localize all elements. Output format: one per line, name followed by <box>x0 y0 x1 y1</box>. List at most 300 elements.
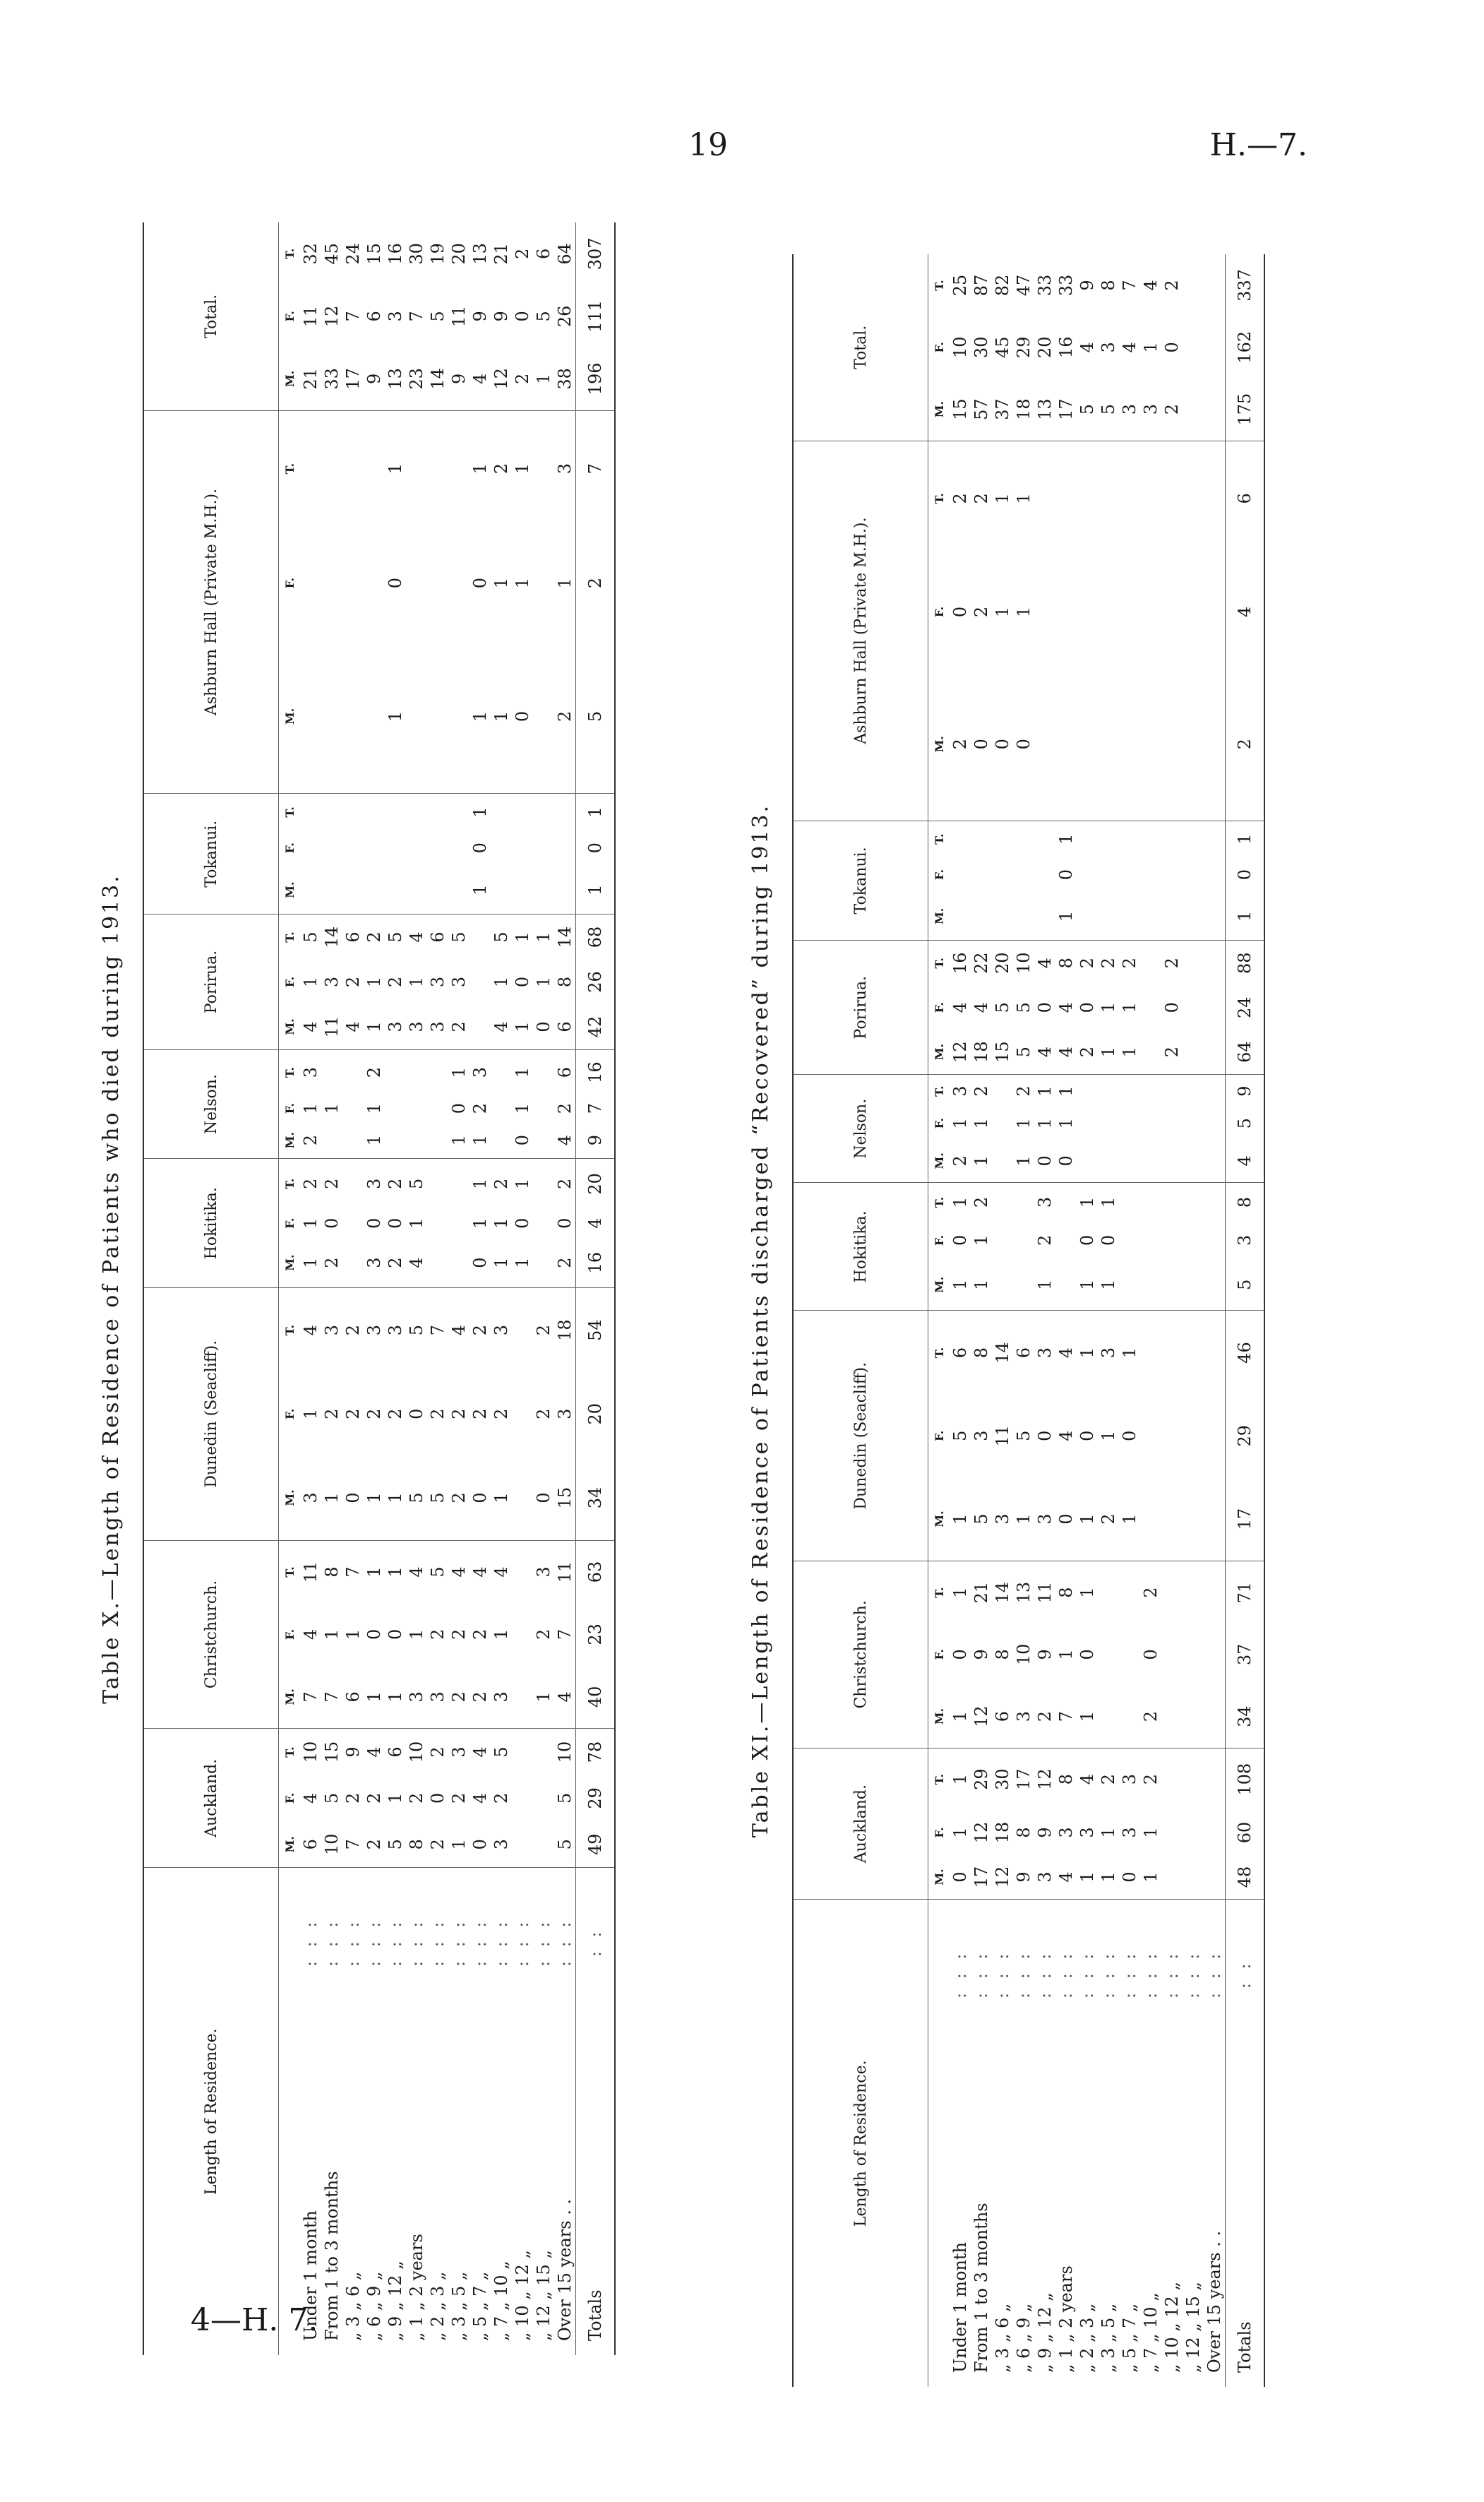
leader-dots: : : : <box>971 1949 991 1999</box>
table-cell <box>1119 556 1140 668</box>
table-cell <box>512 1372 533 1455</box>
table-cell <box>1204 1748 1226 1810</box>
table-cell: 4 <box>407 1566 426 1578</box>
sex-subheader: T. <box>282 1324 297 1336</box>
table-cell: 7 <box>407 311 426 322</box>
table-cell: 9 <box>364 347 385 410</box>
table-cell: 3 <box>449 976 469 988</box>
sex-subheader: T. <box>282 806 297 818</box>
table-cell <box>1034 857 1055 893</box>
sex-subheader: M. <box>928 1854 950 1900</box>
table-cell <box>427 1159 448 1208</box>
table-cell <box>1183 316 1204 379</box>
table-cell: 9 <box>1035 1649 1055 1660</box>
total-cell: 34 <box>1226 1686 1265 1749</box>
total-cell: 29 <box>576 1775 616 1821</box>
table-cell: 3 <box>449 1746 469 1758</box>
table-cell: 4 <box>300 1004 321 1049</box>
total-cell: 88 <box>1226 941 1265 986</box>
table-cell: 82 <box>993 274 1012 297</box>
table-cell: 30 <box>407 243 426 265</box>
leader-dots: : : : <box>322 1917 342 1967</box>
table-cell: 4 <box>950 1002 970 1013</box>
table-cell: 0 <box>364 1217 384 1229</box>
table-cell: 15 <box>950 379 971 441</box>
column-header: Dunedin (Seacliff). <box>793 1311 928 1561</box>
table-cell: 6 <box>428 931 448 943</box>
table-cell: 2 <box>491 463 511 475</box>
table-cell <box>1119 441 1140 556</box>
table-cell: 9 <box>448 347 469 410</box>
table-cell: 3 <box>1099 342 1118 353</box>
table-cell: 1 <box>513 931 532 943</box>
table-cell: 2 <box>555 1102 575 1114</box>
table-cell <box>385 830 406 866</box>
table-cell: 2 <box>385 1408 405 1419</box>
table-cell <box>1140 1183 1161 1222</box>
table-cell <box>448 866 469 915</box>
table-cell: 7 <box>555 1628 575 1640</box>
table-cell <box>512 1455 533 1540</box>
table-cell <box>1055 668 1077 821</box>
table-cell <box>342 640 364 794</box>
table-cell: 9 <box>491 311 511 322</box>
table-cell: 4 <box>407 931 426 943</box>
table-cell <box>1077 1075 1098 1107</box>
table-cell: 2 <box>321 1238 342 1287</box>
total-cell: 4 <box>1226 556 1265 668</box>
table-cell: 4 <box>406 1238 427 1287</box>
table-cell <box>364 794 385 830</box>
table-cell: 15 <box>322 1741 342 1763</box>
table-cell: 12 <box>950 1030 971 1075</box>
row-label: „ 10 „ 12 „ <box>1162 2282 1182 2373</box>
total-cell: 1 <box>1226 821 1265 857</box>
total-cell: 1 <box>576 794 616 830</box>
table-cell: 2 <box>449 1628 469 1640</box>
table-cell: 21 <box>971 1581 991 1604</box>
table-cell: 1 <box>364 1665 385 1728</box>
table-cell: 2 <box>428 1408 448 1419</box>
table-cell: 0 <box>512 1122 533 1159</box>
table-cell: 16 <box>385 243 405 265</box>
table-cell <box>1183 1561 1204 1624</box>
sex-subheader: F. <box>282 1217 297 1229</box>
total-cell: 34 <box>576 1455 616 1540</box>
column-header: Dunedin (Seacliff). <box>143 1287 279 1540</box>
table-cell: 13 <box>1034 379 1055 441</box>
table-cell <box>406 866 427 915</box>
table-cell: 1 <box>491 976 511 988</box>
table-cell: 6 <box>343 931 363 943</box>
table-row <box>342 222 364 2355</box>
sex-subheader: M. <box>279 1821 301 1868</box>
table-cell: 2 <box>971 1196 991 1208</box>
table-cell <box>385 794 406 830</box>
sex-subheader: T. <box>932 1587 946 1598</box>
table-cell: 1 <box>407 1628 426 1640</box>
leader-dots: : : : <box>343 1917 363 1967</box>
sex-subheader: F. <box>932 342 946 353</box>
table-cell: 4 <box>1056 1430 1076 1441</box>
table-cell <box>1183 1030 1204 1075</box>
table-cell <box>992 1259 1013 1311</box>
table-cell: 1 <box>1077 1854 1098 1900</box>
table-cell <box>1055 1183 1077 1222</box>
table-cell <box>1161 1183 1183 1222</box>
table-cell <box>321 830 342 866</box>
table-cell: 4 <box>1120 342 1139 353</box>
table-cell: 2 <box>449 1792 469 1804</box>
table-row <box>1077 254 1098 2387</box>
total-cell: 16 <box>576 1238 616 1287</box>
table-cell: 3 <box>1119 379 1140 441</box>
total-cell: 3 <box>1226 1222 1265 1259</box>
totals-row <box>1226 254 1265 2387</box>
table-cell: 1 <box>1077 1477 1098 1561</box>
table-cell: 1 <box>1077 1259 1098 1311</box>
table-cell <box>1161 857 1183 893</box>
table-cell <box>1161 1259 1183 1311</box>
table-cell <box>1140 893 1161 941</box>
table-cell: 1 <box>301 1102 321 1114</box>
table-cell: 8 <box>322 1566 342 1578</box>
table-cell: 4 <box>470 1792 490 1804</box>
sex-subheader: F. <box>932 869 946 881</box>
table-cell: 1 <box>513 1178 532 1189</box>
table-row <box>1034 254 1055 2387</box>
sex-subheader: T. <box>282 1178 297 1190</box>
table-cell <box>512 1287 533 1372</box>
total-cell: 5 <box>576 640 616 794</box>
table-cell <box>1140 1075 1161 1107</box>
table-cell <box>1077 857 1098 893</box>
table-cell: 18 <box>555 1319 575 1341</box>
sex-subheader: T. <box>282 463 297 475</box>
sex-subheader: F. <box>282 1628 297 1640</box>
table-cell <box>1140 821 1161 857</box>
table-cell <box>427 1238 448 1287</box>
table-cell <box>554 794 576 830</box>
leader-dots: : : : <box>1204 1949 1224 1999</box>
table-cell: 1 <box>470 1217 490 1229</box>
sex-subheader: F. <box>932 1118 946 1129</box>
table-cell: 1 <box>534 931 553 943</box>
table-cell <box>1098 1075 1119 1107</box>
table-cell: 19 <box>428 243 448 265</box>
table-row <box>950 254 971 2387</box>
table-cell: 3 <box>491 1665 512 1728</box>
table-cell <box>1204 1311 1226 1395</box>
table-cell: 6 <box>992 1686 1013 1749</box>
total-cell: 9 <box>1226 1075 1265 1107</box>
table-cell: 17 <box>1014 1768 1034 1790</box>
table-cell: 2 <box>1162 280 1182 291</box>
total-cell: 29 <box>1226 1395 1265 1477</box>
table-cell: 1 <box>950 1827 970 1838</box>
table-cell: 4 <box>301 1628 321 1640</box>
row-label: „ 12 „ 15 „ <box>534 2250 553 2341</box>
table-cell: 33 <box>1035 274 1055 297</box>
table-cell: 3 <box>992 1477 1013 1561</box>
table-cell <box>342 866 364 915</box>
table-cell <box>992 1075 1013 1107</box>
table-cell: 3 <box>1034 1854 1055 1900</box>
table-cell: 1 <box>1099 1430 1118 1441</box>
leader-dots: : : : <box>534 1917 553 1967</box>
table-cell <box>1183 441 1204 556</box>
total-cell: 4 <box>1226 1139 1265 1183</box>
table-cell: 1 <box>322 1628 342 1640</box>
row-label: Under 1 month <box>301 2210 321 2341</box>
table-cell: 2 <box>1161 379 1183 441</box>
table-cell: 0 <box>469 1455 491 1540</box>
table-cell: 15 <box>364 243 384 265</box>
table-cell: 7 <box>343 1566 363 1578</box>
table-cell: 0 <box>1077 1649 1097 1660</box>
table-cell: 64 <box>555 243 575 265</box>
table-cell <box>300 794 321 830</box>
table-cell: 1 <box>1141 342 1161 353</box>
table-cell: 5 <box>428 311 448 322</box>
table-cell: 0 <box>322 1217 342 1229</box>
table-cell <box>321 640 342 794</box>
table-cell: 0 <box>513 1217 532 1229</box>
table-cell: 0 <box>449 1102 469 1114</box>
table-cell: 8 <box>1056 1773 1076 1785</box>
table-cell <box>533 1095 554 1121</box>
table-cell: 8 <box>555 976 575 988</box>
table-cell <box>406 410 427 526</box>
table-cell: 3 <box>427 1004 448 1049</box>
total-cell: 111 <box>576 285 616 347</box>
leader-dots: : : : <box>1099 1949 1118 1999</box>
table-cell: 14 <box>993 1581 1012 1604</box>
table-cell: 5 <box>971 1477 992 1561</box>
table-cell: 3 <box>971 1430 991 1441</box>
table-cell: 6 <box>555 1066 575 1078</box>
total-cell: 1 <box>576 866 616 915</box>
table-cell <box>1161 1139 1183 1183</box>
total-cell: 108 <box>1226 1748 1265 1810</box>
table-cell <box>448 410 469 526</box>
table-cell <box>1204 1222 1226 1259</box>
table-cell: 5 <box>534 311 553 322</box>
table-cell <box>533 1208 554 1238</box>
table-cell: 0 <box>513 311 532 322</box>
table-cell <box>1161 1854 1183 1900</box>
table-cell: 2 <box>1141 1773 1161 1785</box>
table-cell <box>1140 1107 1161 1139</box>
leader-dots: : : : <box>950 1949 970 1999</box>
table-cell <box>406 830 427 866</box>
table-cell <box>406 1122 427 1159</box>
table-cell: 5 <box>1098 379 1119 441</box>
table-cell: 3 <box>1035 1196 1055 1208</box>
table-cell: 4 <box>470 1746 490 1758</box>
table-cell: 2 <box>407 1792 426 1804</box>
total-cell: 17 <box>1226 1477 1265 1561</box>
table-cell: 1 <box>407 976 426 988</box>
table-cell: 0 <box>1162 1002 1182 1013</box>
total-cell: 307 <box>576 222 616 285</box>
total-cell: 2 <box>576 527 616 640</box>
table-cell: 0 <box>385 1628 405 1640</box>
table-cell: 4 <box>364 1746 384 1758</box>
table-cell: 5 <box>491 1746 511 1758</box>
table-cell: 11 <box>301 1561 321 1583</box>
table-cell <box>1119 1075 1140 1107</box>
table-cell: 1 <box>1014 1118 1034 1129</box>
table-cell: 3 <box>491 1821 512 1868</box>
total-cell: 337 <box>1226 254 1265 316</box>
table-cell: 10 <box>950 336 970 359</box>
table-cell: 1 <box>1120 1347 1139 1359</box>
sex-subheader: M. <box>928 1477 950 1561</box>
table-cell: 0 <box>1077 1234 1097 1246</box>
table-cell: 45 <box>322 243 342 265</box>
table-cell <box>469 1004 491 1049</box>
table-cell <box>512 1775 533 1821</box>
table-cell <box>1098 556 1119 668</box>
table-cell: 1 <box>1098 1030 1119 1075</box>
table-cell: 2 <box>322 1178 342 1189</box>
table-cell: 0 <box>950 1649 970 1660</box>
table-cell: 2 <box>343 1408 363 1419</box>
table-cell <box>427 640 448 794</box>
table-x-block <box>99 222 616 2355</box>
table-cell: 4 <box>449 1324 469 1336</box>
table-cell: 3 <box>301 1066 321 1078</box>
table-cell: 2 <box>554 640 576 794</box>
table-cell <box>1204 668 1226 821</box>
table-cell <box>1204 857 1226 893</box>
table-cell <box>385 1095 406 1121</box>
table-cell <box>971 893 992 941</box>
table-cell: 1 <box>534 976 553 988</box>
table-cell: 1 <box>1013 1139 1034 1183</box>
table-cell: 20 <box>449 243 469 265</box>
table-cell: 17 <box>342 347 364 410</box>
table-cell <box>533 527 554 640</box>
table-cell: 2 <box>469 1665 491 1728</box>
table-cell <box>1013 1183 1034 1222</box>
total-cell: 64 <box>1226 1030 1265 1075</box>
table-row <box>1055 254 1077 2387</box>
table-cell <box>427 527 448 640</box>
table-cell <box>1034 668 1055 821</box>
table-cell <box>427 830 448 866</box>
table-cell: 1 <box>993 606 1012 618</box>
table-cell <box>992 1139 1013 1183</box>
table-cell <box>342 1238 364 1287</box>
table-cell <box>1183 1477 1204 1561</box>
table-cell: 0 <box>470 842 490 854</box>
table-cell: 2 <box>971 606 991 618</box>
table-cell: 2 <box>950 1139 971 1183</box>
total-cell: 4 <box>576 1208 616 1238</box>
table-cell <box>1119 668 1140 821</box>
row-label: „ 3 „ 5 „ <box>1099 2303 1118 2373</box>
table-cell: 4 <box>301 1324 321 1336</box>
table-cell <box>1034 893 1055 941</box>
table-cell <box>300 866 321 915</box>
table-cell: 3 <box>1077 1827 1097 1838</box>
table-cell <box>1204 985 1226 1030</box>
table-cell: 3 <box>555 1408 575 1419</box>
column-header: Porirua. <box>793 941 928 1075</box>
table-cell: 0 <box>1077 1430 1097 1441</box>
table-cell <box>1013 893 1034 941</box>
sex-subheader: M. <box>928 893 950 941</box>
table-cell: 3 <box>1056 1827 1076 1838</box>
leader-dots: : : : <box>449 1917 469 1967</box>
table-cell: 8 <box>993 1649 1012 1660</box>
table-cell <box>491 866 512 915</box>
table-cell: 2 <box>554 1238 576 1287</box>
table-cell: 5 <box>1014 1430 1034 1441</box>
table-cell <box>1119 1561 1140 1624</box>
table-cell: 11 <box>993 1425 1012 1447</box>
sex-subheader: T. <box>282 248 297 260</box>
table-cell: 5 <box>1014 1002 1034 1013</box>
row-label: „ 12 „ 15 „ <box>1183 2282 1203 2373</box>
table-cell: 14 <box>993 1342 1012 1364</box>
table-cell: 1 <box>364 1102 384 1114</box>
table-cell <box>1204 379 1226 441</box>
table-cell <box>512 1729 533 1775</box>
table-cell: 12 <box>491 347 512 410</box>
table-row <box>512 222 533 2355</box>
row-label: Over 15 years . . <box>1204 2230 1224 2373</box>
table-cell <box>1183 857 1204 893</box>
table-cell: 2 <box>385 976 405 988</box>
total-cell: 16 <box>576 1049 616 1095</box>
table-cell: 1 <box>1099 1002 1118 1013</box>
table-cell: 4 <box>1055 1030 1077 1075</box>
table-cell: 1 <box>1120 1002 1139 1013</box>
table-cell: 4 <box>554 1665 576 1728</box>
table-cell: 2 <box>534 1324 553 1336</box>
table-cell: 4 <box>1035 958 1055 969</box>
total-cell: 5 <box>1226 1259 1265 1311</box>
total-cell: 48 <box>1226 1854 1265 1900</box>
table-xi-title: Table XI.—Length of Residence of Patients discharged “Recovered” during 1913. <box>748 803 773 1838</box>
report-reference: H.—7. <box>1209 127 1308 163</box>
row-label: „ 1 „ 2 years <box>1056 2265 1076 2373</box>
table-cell: 2 <box>1161 1030 1183 1075</box>
table-cell: 4 <box>491 1004 512 1049</box>
row-label: „ 7 „ 10 „ <box>491 2260 511 2341</box>
table-cell <box>1055 556 1077 668</box>
table-cell: 2 <box>470 1102 490 1114</box>
sex-subheader: T. <box>282 1566 297 1578</box>
sex-subheader: M. <box>279 1665 301 1728</box>
table-cell <box>1077 1139 1098 1183</box>
table-row <box>491 222 512 2355</box>
table-cell: 26 <box>555 305 575 328</box>
table-cell <box>1204 1854 1226 1900</box>
total-cell: 1 <box>1226 893 1265 941</box>
column-header: Hokitika. <box>143 1159 279 1288</box>
table-cell: 1 <box>385 1455 406 1540</box>
table-cell: 0 <box>512 640 533 794</box>
table-cell: 1 <box>491 1628 511 1640</box>
table-row <box>1119 254 1140 2387</box>
table-cell: 1 <box>470 806 490 818</box>
table-cell: 0 <box>470 577 490 589</box>
table-cell: 4 <box>342 1004 364 1049</box>
